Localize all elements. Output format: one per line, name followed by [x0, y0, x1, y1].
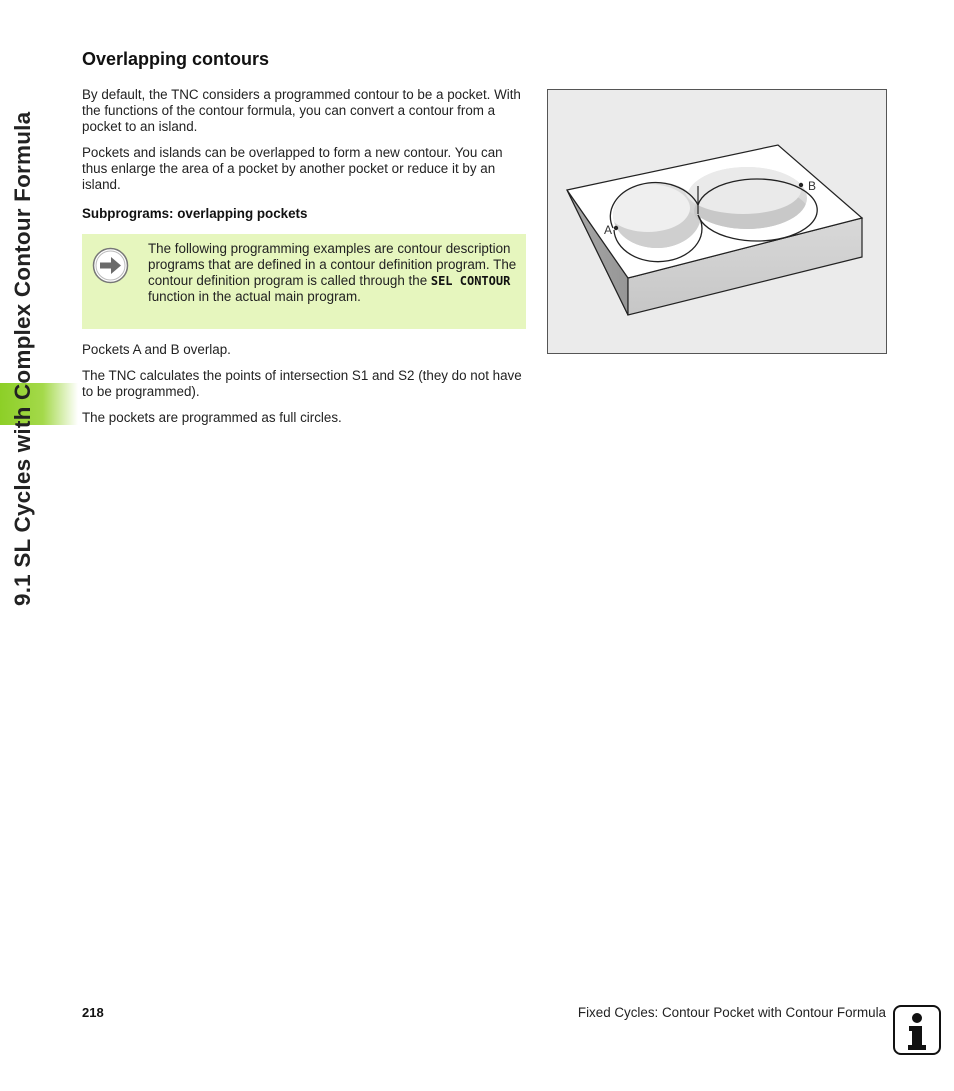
circles-paragraph: The pockets are programmed as full circles.: [82, 410, 342, 425]
intro-paragraph-2: Pockets and islands can be overlapped to form a new contour. You can thus enlarge the area of a pocket by another pocket or reduce it by an island.: [82, 145, 503, 192]
footer-title: Fixed Cycles: Contour Pocket with Contour Formula: [577, 1005, 886, 1020]
info-icon: [893, 1005, 941, 1055]
pockets-illustration: [548, 90, 886, 353]
page-number: 218: [82, 1005, 104, 1020]
intersection-paragraph: The TNC calculates the points of intersection S1 and S2 (they do not have to be programmed).: [82, 368, 522, 399]
note-text-part: The following programming examples are contour description programs that are defined in a contour definition program. The contour definition program is called through the: [148, 241, 517, 288]
note-text: [148, 241, 520, 305]
note-text-part: function in the actual main program.: [148, 289, 361, 304]
intro-paragraph-1: By default, the TNC considers a programmed contour to be a pocket. With the functions of the contour formula, you can convert a contour from a pocket to an island.: [82, 87, 521, 134]
overlap-paragraph: Pockets A and B overlap.: [82, 342, 231, 357]
overlapping-pockets-figure: [547, 89, 887, 354]
label-a: A: [604, 223, 613, 237]
arrow-right-icon: [92, 247, 129, 284]
point-b-marker: [799, 183, 803, 187]
section-heading: Overlapping contours: [82, 49, 270, 69]
point-a-marker: [614, 226, 618, 230]
note-box: [82, 234, 526, 329]
chapter-title: 9.1 SL Cycles with Complex Contour Formula: [10, 111, 35, 606]
subsection-heading: Subprograms: overlapping pockets: [82, 206, 308, 221]
label-b: B: [808, 179, 817, 193]
code-sel-contour: SEL CONTOUR: [430, 274, 511, 288]
